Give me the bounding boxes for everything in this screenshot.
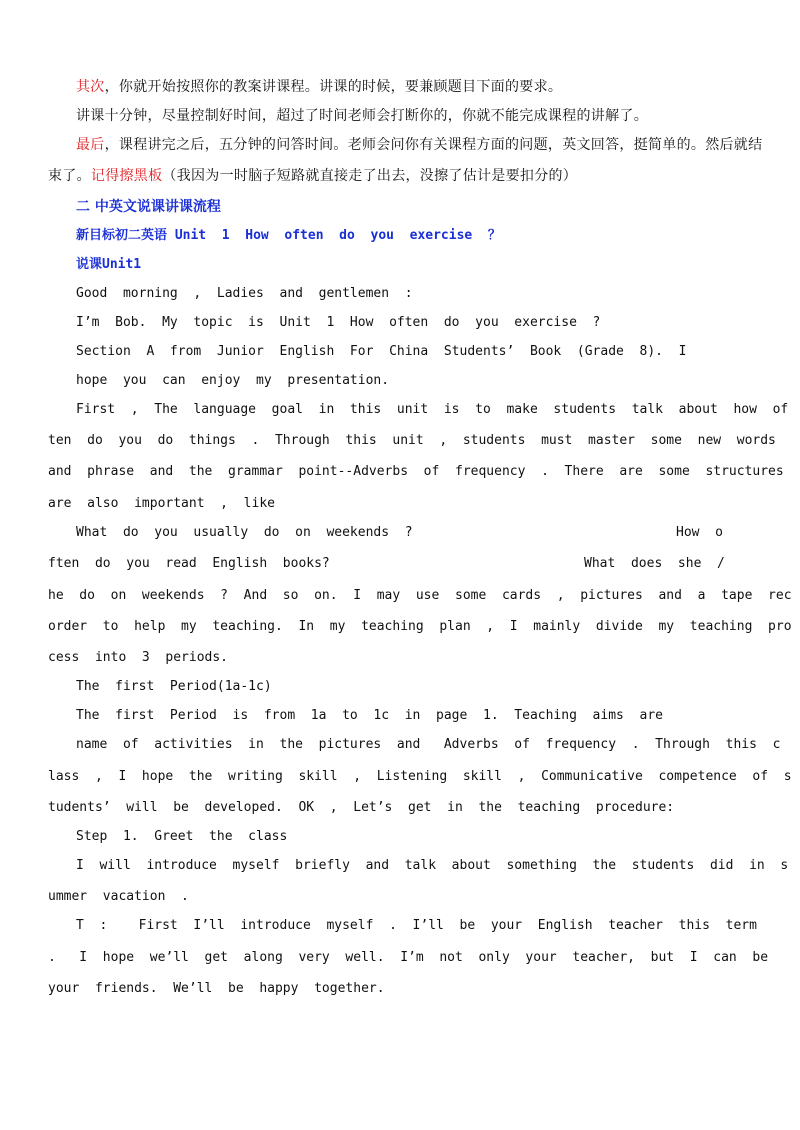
text-line: lass , I hope the writing skill , Listening skill , Communicative competence of s xyxy=(48,769,792,784)
highlight-next: 其次 xyxy=(76,79,105,95)
text-time-limit: 讲课十分钟，尽量控制好时间，超过了时间老师会打断你的，你就不能完成课程的讲解了。 xyxy=(76,108,648,124)
text-line: tudents’ will be developed. OK , Let’s get in the teaching procedure: xyxy=(48,800,675,815)
paragraph-end xyxy=(48,167,577,185)
text-line: are also important , like xyxy=(48,496,275,511)
text-line: First , The language goal in this unit is to make students talk about how of xyxy=(76,402,789,417)
unit-title: 新目标初二英语 Unit 1 How often do you exercise ？ xyxy=(76,228,501,243)
text-line: he do on weekends ? And so on. I may use some cards , pictures and a tape rec xyxy=(48,588,792,603)
text-line-right: What does she / xyxy=(584,556,725,571)
text-line: ten do you do things . Through this unit , students must master some new words xyxy=(48,433,776,448)
paragraph-last-step xyxy=(76,136,762,154)
text-line: Section A from Junior English For China Students’ Book (Grade 8). I xyxy=(76,344,687,359)
text-end: 束了。 xyxy=(48,168,91,184)
text-line: Step 1. Greet the class xyxy=(76,829,288,844)
text-line: What do you usually do on weekends ? xyxy=(76,525,413,540)
text-line: ummer vacation . xyxy=(48,889,189,904)
paragraph-time-limit xyxy=(76,107,648,125)
text-line: cess into 3 periods. xyxy=(48,650,229,665)
paragraph-next-step xyxy=(76,78,562,96)
text-next: ，你就开始按照你的教案讲课程。讲课的时候，要兼顾题目下面的要求。 xyxy=(104,79,563,95)
text-line: name of activities in the pictures and Adverbs of frequency . Through this c xyxy=(76,737,781,752)
section-heading: 二 中英文说课讲课流程 xyxy=(76,199,221,215)
text-line: The first Period is from 1a to 1c in page 1. Teaching aims are xyxy=(76,708,663,723)
text-line: your friends. We’ll be happy together. xyxy=(48,981,385,996)
text-line: order to help my teaching. In my teaching plan , I mainly divide my teaching pro xyxy=(48,619,792,634)
text-line: hope you can enjoy my presentation. xyxy=(76,373,390,388)
highlight-blackboard: 记得擦黑板 xyxy=(90,168,163,184)
text-line: T : First I’ll introduce myself . I’ll be your English teacher this term xyxy=(76,918,757,933)
text-line: . I hope we’ll get along very well. I’m not only your teacher, but I can be xyxy=(48,950,769,965)
text-line-right: How o xyxy=(676,525,723,540)
subtitle-unit1: 说课Unit1 xyxy=(76,257,142,272)
text-line: The first Period(1a-1c) xyxy=(76,679,272,694)
text-line: I’m Bob. My topic is Unit 1 How often do you exercise ? xyxy=(76,315,601,330)
text-last: ，课程讲完之后，五分钟的问答时间。老师会问你有关课程方面的问题，英文回答，挺简单的。然后就结 xyxy=(104,137,763,153)
text-line: and phrase and the grammar point--Adverbs of frequency . There are some structures xyxy=(48,464,784,479)
text-line: Good morning , Ladies and gentlemen : xyxy=(76,286,413,301)
text-end-note: （我因为一时脑子短路就直接走了出去，没擦了估计是要扣分的） xyxy=(162,168,578,184)
highlight-last: 最后 xyxy=(76,137,105,153)
text-line: I will introduce myself briefly and talk about something the students did in s xyxy=(76,858,789,873)
text-line: ften do you read English books? xyxy=(48,556,330,571)
